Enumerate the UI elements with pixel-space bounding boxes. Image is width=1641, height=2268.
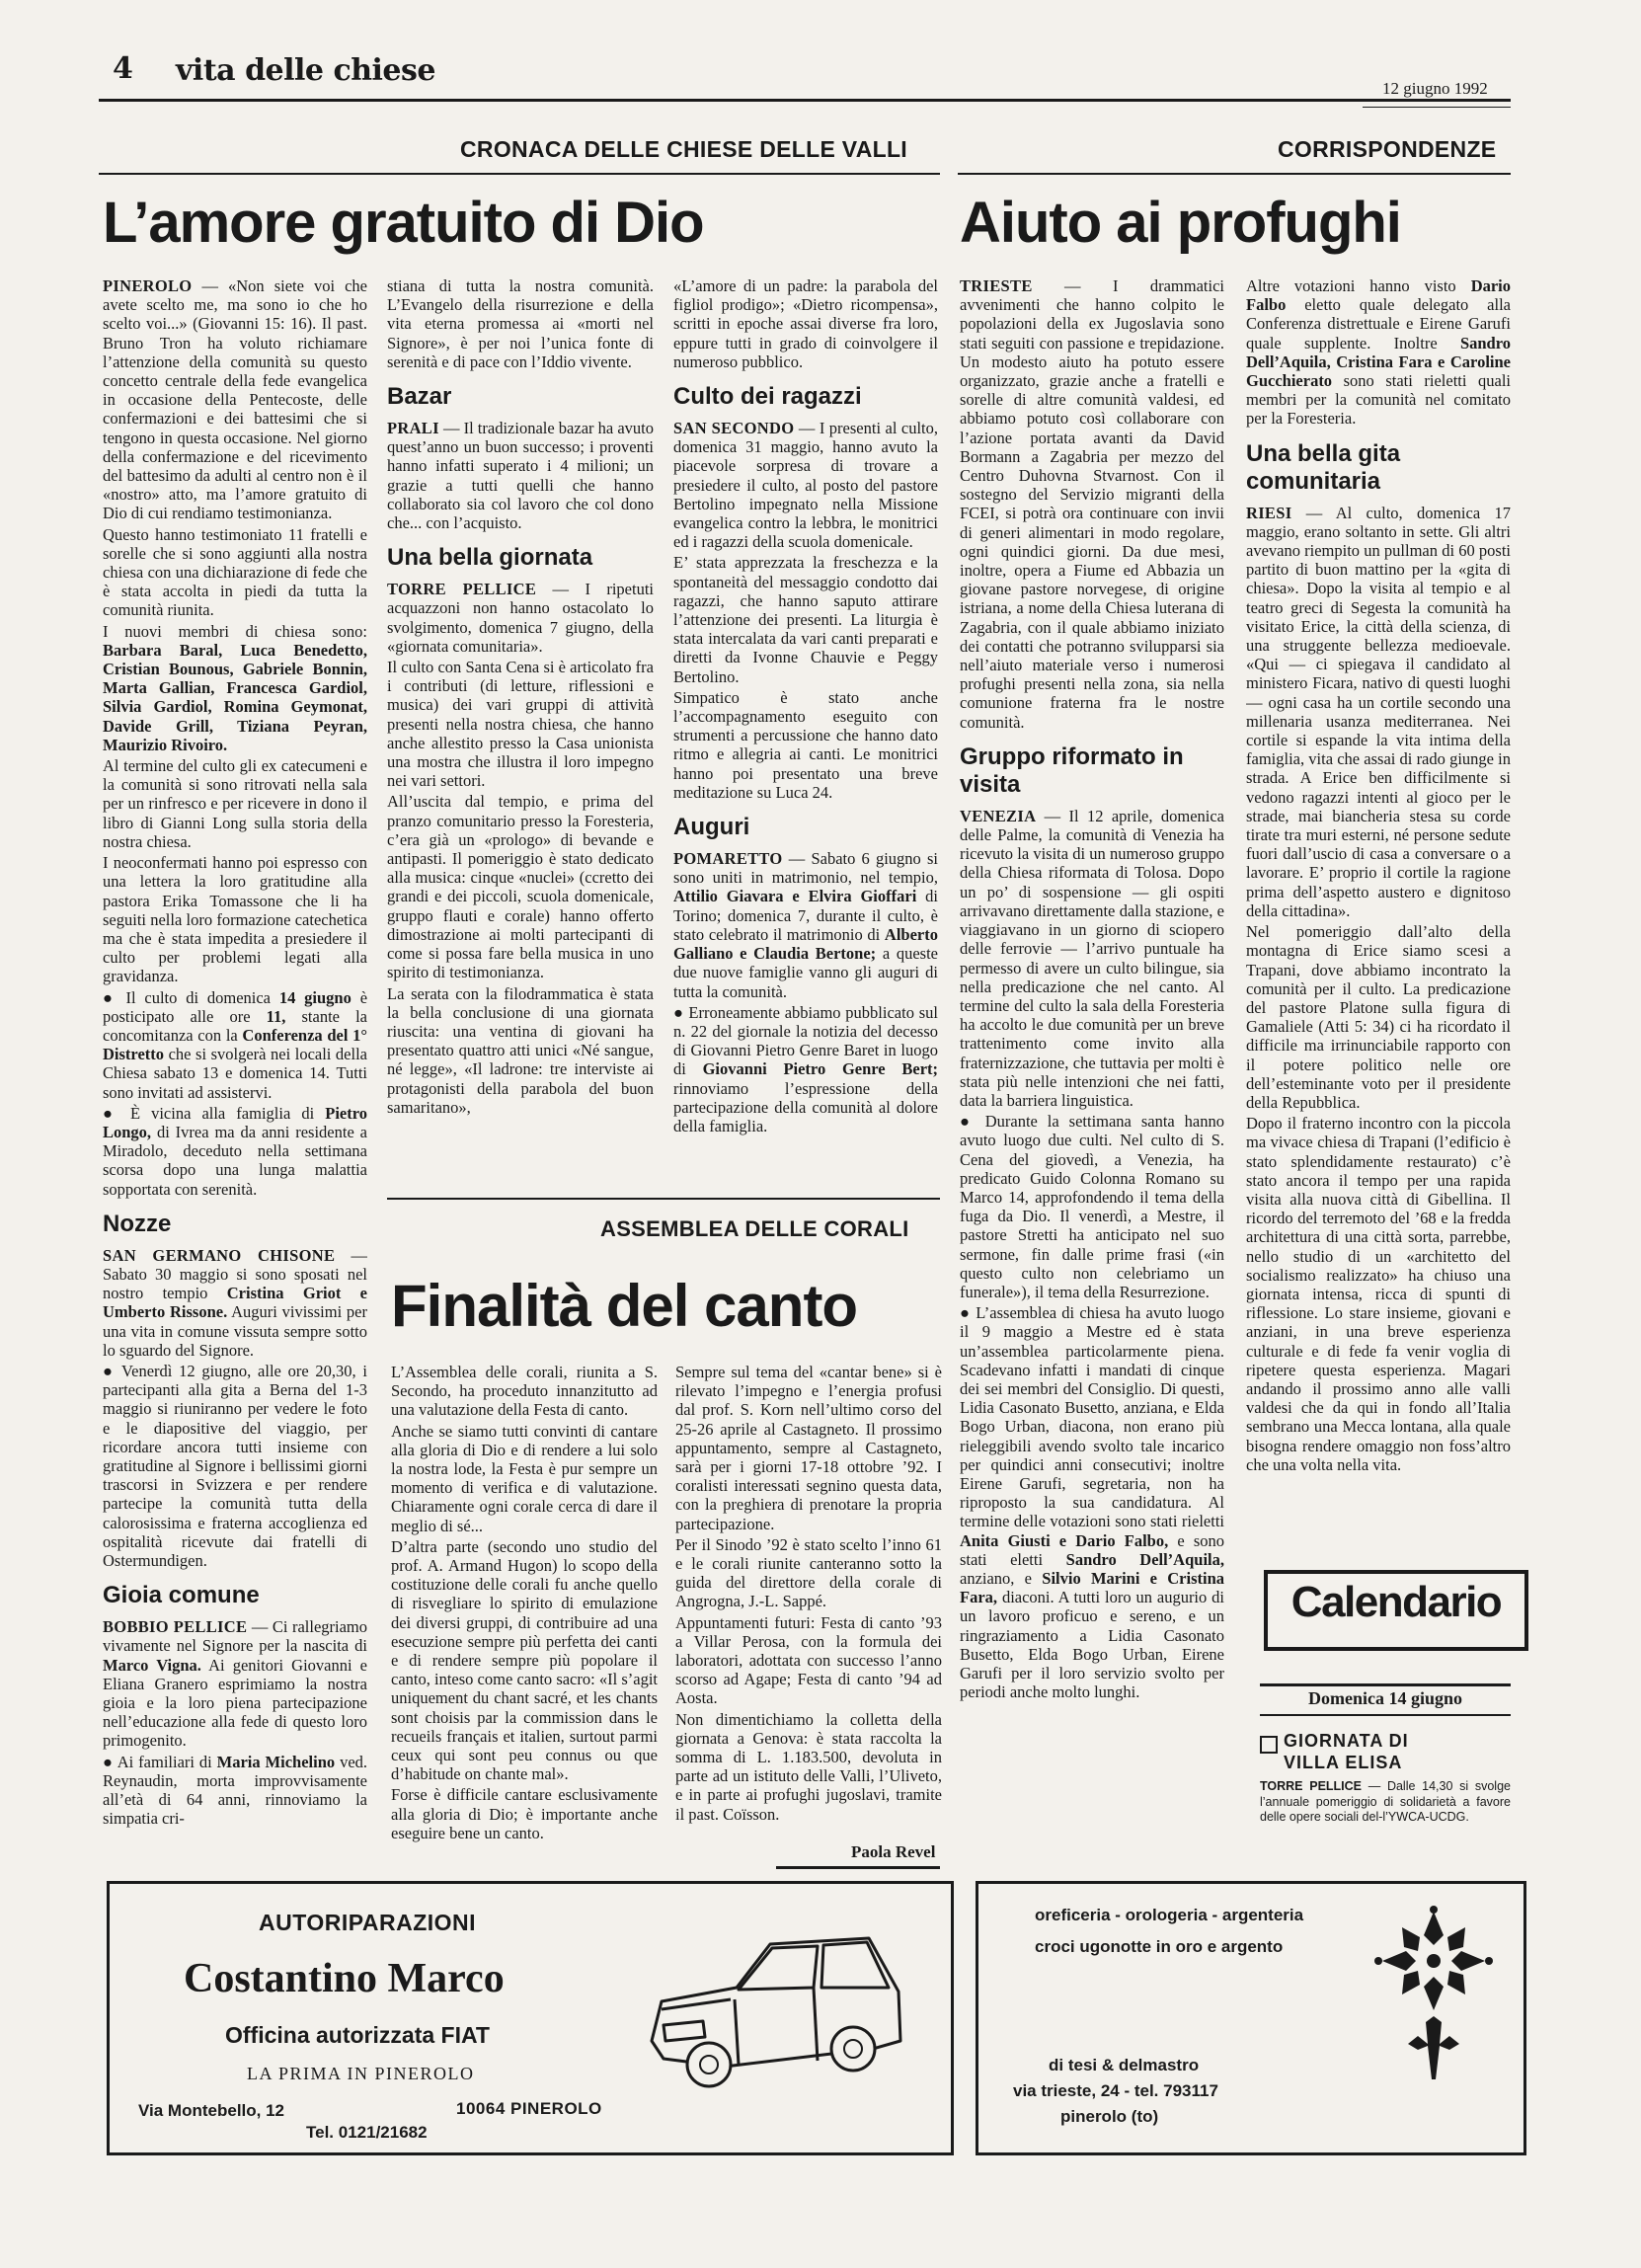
article-text: Auguri vivissimi per una vita in comune vissuta sempre sotto lo sguardo del Signore. (103, 1302, 367, 1360)
ad-left-city: 10064 PINEROLO (456, 2099, 602, 2118)
corali-rule (387, 1198, 940, 1200)
article-text: ● Erroneamente abbiamo pubblicato sul n. 22 del giornale la notizia del decesso di Giovanni Pietro Genre Baret in luogo di (673, 1002, 938, 1079)
ad-right-line4: via trieste, 24 - tel. 793117 (1013, 2081, 1218, 2100)
headline-canto: Finalità del canto (391, 1273, 858, 1339)
bold-text: Giovanni Pietro Genre Bert; (702, 1059, 938, 1079)
ad-right-line5: pinerolo (to) (1060, 2107, 1159, 2126)
dateline: BOBBIO PELLICE (103, 1617, 248, 1637)
article-paragraph: Sempre sul tema del «cantar bene» si è rilevato l’impegno e l’energia profusi dal prof. S. Korn nell’ultimo corso del 25-26 aprile al Castagneto. Il prossimo appuntamento, sempre al Castagneto, sarà per i giorni 17-18 ottobre ’92. I coralisti interessati segnino questa data, con la preghiera di prenotare la propria partecipazione. (675, 1363, 942, 1533)
bold-text: Alberto Galliano e Claudia Bertone; (673, 924, 938, 964)
ad-left-line3: LA PRIMA IN PINEROLO (247, 2064, 475, 2083)
article-text: rinnoviamo l’espressione della partecipazione della comunità al dolore della famiglia. (673, 1078, 938, 1135)
calendario-rule-2 (1260, 1714, 1511, 1716)
event-checkbox (1260, 1736, 1278, 1754)
article-paragraph: Il culto con Santa Cena si è articolato fra i contributi (di letture, riflessioni e musica) dei vari gruppi di attività presenti nella nostra chiesa, che hanno anche allestito presso la Casa unionista una mostra che illustra il loro impegno nei vari settori. (387, 658, 654, 791)
subhead-auguri: Auguri (673, 814, 750, 841)
bold-text: Anita Giusti e Dario Falbo, (960, 1530, 1169, 1550)
issue-date: 12 giugno 1992 (1382, 79, 1488, 98)
article-text: stante la concomitanza con la (103, 1006, 367, 1045)
article-paragraph: Questo hanno testimoniato 11 fratelli e sorelle che si sono aggiunti alla nostra chiesa con una dichiarazione di fede che è stata accolta in piedi da tutta la comunità riunita. (103, 524, 367, 620)
huguenot-cross-icon (1374, 1906, 1493, 2095)
kicker-corali: ASSEMBLEA DELLE CORALI (600, 1216, 909, 1241)
article-paragraph: «L’amore di un padre: la parabola del figliol prodigo»; «Dietro ricompensa», scritti in epoche assai diverse fra loro, eppure tutti in grado di coinvolgere il numeroso pubblico. (673, 276, 938, 371)
article-paragraph: Nel pomeriggio dall’alto della montagna di Erice siamo scesi a Trapani, dove abbiamo incontrato la comunità per il culto. La predicazione del pastore Platone sulla figura di Gamaliele (Atti 5: 34) ci ha ricordato il difficile ma irrinunciabile rapporto con il potere politico nelle ore dell’esteminante voto per il presidente della Repubblica. (1246, 922, 1511, 1112)
article-text: ● È vicina alla famiglia di (103, 1103, 315, 1123)
dateline: TORRE PELLICE (387, 580, 537, 599)
article-text: che si svolgerà nei locali della Chiesa sabato 13 e domenica 14. Tutti sono invitati ad assistervi. (103, 1045, 367, 1102)
article-text: sono stati rieletti quali membri per la comunità nel comitato per la Foresteria. (1246, 371, 1511, 429)
article-text: diaconi. A tutti loro un augurio di un lavoro proficuo e sereno, e un ringraziamento a Lidia Casonato Busetto, Elda Bogo Urban, Eirene Garufi per il loro servizio svolto per periodi anche molto lunghi. (960, 1588, 1224, 1702)
article-paragraph: Per il Sinodo ’92 è stato scelto l’inno 61 e le corali riunite canteranno sotto la guida del direttore della corale di Angrogna, J.-L. Sappé. (675, 1534, 942, 1611)
subhead-gruppo: Gruppo riformato in visita (960, 743, 1184, 798)
calendario-rule-1 (1260, 1683, 1511, 1686)
section-title: vita delle chiese (176, 53, 435, 88)
article-paragraph: All’uscita dal tempio, e prima del pranzo comunitario presso la Foresteria, c’era già un «prologo» di bevande e antipasti. Il pomeriggio è stato dedicato alla musica: cinque «nuclei» (ccretto dei grandi e dei piccoli, scuola domenicale, gruppo flauti e corale) hanno offerto dimostrazione ai molti partecipanti di come si possa fare bella musica in uno spirito di testimonianza. (387, 792, 654, 982)
dateline: SAN SECONDO (673, 419, 795, 438)
headline-main: L’amore gratuito di Dio (103, 191, 704, 255)
dateline: SAN GERMANO CHISONE (103, 1245, 336, 1265)
signature-rule (776, 1866, 940, 1869)
bold-text: 11, (266, 1006, 286, 1026)
article-text: — «Non siete voi che avete scelto me, ma sono io che ho scelto voi...» (Giovanni 15: 16). Il past. Bruno Tron ha voluto richiamare l’attenzione della comunità su questo concetto centrale della fede evangelica in occasione della Pentecoste, delle confermazioni e dei battesimi che si tengono in questa occasione. Nel giorno della confermazione e del ricevimento del battesimo da adulti al centro non è il «nostro» atto, ma l’amore gratuito di Dio di cui rendiamo testimonianza. (103, 276, 367, 523)
article-paragraph: E’ stata apprezzata la freschezza e la spontaneità del messaggio condotto dai ragazzi, che hanno saputo attirare l’attenzione dei presenti. La liturgia è stata intercalata da vari canti preparati e diretti da Ivonne Chauvie e Peggy Bertolino. (673, 553, 938, 686)
bold-text: Dario Falbo (1246, 276, 1511, 315)
article-paragraph: Anche se siamo tutti convinti di cantare alla gloria di Dio e di rendere a lui solo la nostra lode, la Festa è pur sempre un momento di verifica e di valutazione. Chiaramente ogni corale cerca di dare il meglio di sé... (391, 1421, 658, 1535)
article-paragraph: stiana di tutta la nostra comunità. L’Evangelo della risurrezione e della vita eterna promessa ai «morti nel Signore», è per noi l’unica fonte di serenità e di pace con l’Iddio vivente. (387, 276, 654, 371)
article-paragraph: Simpatico è stato anche l’accompagnamento eseguito con strumenti a percussione che hanno dato ritmo e allegria ai canti. Le monitrici hanno poi presentato una breve meditazione su Luca 24. (673, 687, 938, 802)
dateline: POMARETTO (673, 849, 783, 869)
column-2 (387, 276, 654, 1195)
article-paragraph: L’Assemblea delle corali, riunita a S. Secondo, ha proceduto innanzitutto ad una valutazione della Festa di canto. (391, 1363, 658, 1420)
article-paragraph: Dopo il fraterno incontro con la piccola ma vivace chiesa di Trapani (l’edificio è stato splendidamente restaurato) c’è stato ancora il tempo per una rapida visita alla nuova città di Gibellina. Il ricordo del terremoto del ’68 e la fredda architettura di una città sorta, parrebbe, nello studio di un «architetto del socialismo realizzato» ha chiuso una giornata intensa, ricca di spunti di riflessione. Lo stare insieme, giovani e anziani, in una breve esperienza culturale e di fede fa venir voglia di ripetere questa esperienza. Magari andando il prossimo anno alle valli valdesi che da qui in fondo all’Italia sembrano una Mecca lontana, alla quale bisogna rendere omaggio non foss’altro che una volta nella vita. (1246, 1114, 1511, 1474)
article-paragraph: La serata con la filodrammatica è stata la bella conclusione di una giornata riuscita: una ventina di giovani ha presentato quattro atti unici «Né sangue, né legge», «Il ladrone: tre interviste ai protagonisti della parabola del buon samaritano», (387, 983, 654, 1117)
page-number: 4 (113, 51, 133, 86)
column-5 (1246, 276, 1511, 1560)
ad-left-name: Costantino Marco (184, 1956, 505, 2001)
article-text: — Al culto, domenica 17 maggio, erano soltanto in sette. Gli altri avevano riempito un pullman di 60 posti partito di buon mattino per la «gita di chiesa». Dopo la visita al tempio e al teatro greci di Segesta la comunità ha visitato Erice, la città della scienza, di una struggente bellezza medioevale. «Qui — ci spiegava il candidato al ministero Ficara, nativo di questi luoghi — ogni casa ha un cortile secondo una millenaria usanza mediterranea. Nei cortile si espande la vita intima della famiglia, vita che assai di rado giunge in strada. A Erice ben difficilmente si vedono ragazzi intenti al gioco per le strade, mai biancheria stesa su corde tirate tra muri esterni, né persone sedute fuori dall’uscio di casa a conversare o a lavorare. E’ proprio il cortile la ragione prima dell’aspetto austero e dignitoso della cittadina». (1246, 503, 1511, 920)
kicker-rule-left (99, 173, 940, 175)
masthead-rule-right (1363, 107, 1511, 108)
bold-text: Cristina Griot e Umberto Rissone. (103, 1284, 367, 1322)
article-text: — I ripetuti acquazzoni non hanno ostacolato lo svolgimento, domenica 7 giugno, della «giornata comunitaria». (387, 580, 654, 656)
subhead-culto-ragazzi: Culto dei ragazzi (673, 383, 862, 411)
ad-right-line2: croci ugonotte in oro e argento (1035, 1937, 1284, 1956)
names-list: Barbara Baral, Luca Benedetto, Cristian Bounous, Gabriele Bonnin, Marta Gallian, Francesca Gardiol, Silvia Gardiol, Romina Geymonat, Davide Grill, Tiziana Peyran, Maurizio Rivoiro. (103, 640, 367, 754)
dateline: PINEROLO (103, 276, 193, 295)
article-paragraph: I neoconfermati hanno poi espresso con una lettera la loro gratitudine alla pastora Erika Tomassone che li ha seguiti nella loro formazione catechetica ma che è stata impedita a presiedere il culto per problemi legati alla gravidanza. (103, 853, 367, 986)
bold-text: Attilio Giavara e Elvira Gioffari (673, 887, 917, 906)
subhead-bazar: Bazar (387, 383, 452, 411)
bold-text: Marco Vigna. (103, 1655, 201, 1675)
article-text: I nuovi membri di chiesa sono: (103, 621, 367, 641)
article-paragraph: ● Durante la settimana santa hanno avuto luogo due culti. Nel culto di S. Cena del giovedì, a Venezia, ha predicato Guido Colonna Romano su Marco 14, approfondendo il tema della fuga da Dio. Il venerdì, a Mestre, il pastore Stretti ha anticipato nel suo sermone, fin dalle prime frasi («in questo culto non celebriamo un funerale»), il tema della Resurrezione. (960, 1112, 1224, 1301)
subhead-giornata: Una bella giornata (387, 544, 593, 572)
article-text: — Il tradizionale bazar ha avuto quest’anno un buon successo; i proventi hanno infatti superato i 4 milioni; un grazie a tutti quelli che hanno collaborato sia col lavoro che col dono che... con l’acquisto. (387, 419, 654, 533)
calendario-title: Calendario (1290, 1578, 1502, 1626)
ad-left-line2: Officina autorizzata FIAT (225, 2022, 490, 2048)
headline-right: Aiuto ai profughi (960, 191, 1401, 255)
article-text: e sono stati eletti (960, 1530, 1224, 1569)
bold-text: Sandro Dell’Aquila, (1065, 1549, 1224, 1569)
bold-text: Conferenza del 1° Distretto (103, 1025, 367, 1064)
article-text: ● Ai familiari di (103, 1752, 212, 1771)
dateline: PRALI (387, 419, 439, 438)
calendario-date: Domenica 14 giugno (1307, 1688, 1462, 1708)
canto-column-1 (391, 1363, 658, 1871)
bold-text: Pietro Longo, (103, 1103, 367, 1141)
article-paragraph: Appuntamenti futuri: Festa di canto ’93 a Villar Perosa, con la formula dei laboratori, adottata con successo l’anno scorso ad Agape; Festa di canto ’94 ad Aosta. (675, 1612, 942, 1708)
ad-left-address: Via Montebello, 12 (138, 2101, 285, 2120)
article-text: di Torino; domenica 7, durante il culto, è stato celebrato il matrimonio di (673, 887, 938, 944)
dateline: TORRE PELLICE (1260, 1779, 1363, 1793)
subhead-gita: Una bella gita comunitaria (1246, 439, 1401, 495)
kicker-cronaca: CRONACA DELLE CHIESE DELLE VALLI (460, 136, 908, 162)
bold-text: 14 giugno (278, 987, 352, 1007)
article-text: a queste due nuove famiglie vanno gli auguri di tutta la comunità. (673, 944, 938, 1001)
event-description: — Dalle 14,30 si svolge l’annuale pomeriggio di solidarietà a favore delle opere sociali del-l’YWCA-UCDG. (1260, 1779, 1511, 1824)
column-1 (103, 276, 367, 1861)
article-text: ● Il culto di domenica (103, 987, 272, 1007)
article-text: — Sabato 6 giugno si sono uniti in matrimonio, nel tempio, (673, 849, 938, 888)
dateline: RIESI (1246, 503, 1292, 522)
article-paragraph: Forse è difficile cantare esclusivamente alla gloria di Dio; è importante anche eseguire bene un canto. (391, 1785, 658, 1842)
ad-right-line1: oreficeria - orologeria - argenteria (1035, 1906, 1304, 1924)
kicker-rule-right (958, 173, 1511, 175)
bold-text: Maria Michelino (216, 1752, 336, 1771)
masthead-rule (99, 99, 1511, 102)
dateline: TRIESTE (960, 276, 1033, 295)
article-paragraph: Non dimentichiamo la colletta della giornata a Genova: è stata raccolta la somma di L. 1.183.500, devoluta in parte ad un istituto delle Valli, l’Uliveto, e in parte ai profughi jugoslavi, tramite il past. Coïsson. (675, 1709, 942, 1824)
article-text: — I drammatici avvenimenti che hanno colpito le popolazioni della ex Jugoslavia sono stati seguiti con passione e trepidazione. Un modesto aiuto ha potuto essere organizzato, grazie anche a fratelli e sorelle di altre comunità valdesi, ed abbiamo potuto così collaborare con l’azione portata avanti da David Bormann a Zagabria per mezzo del Centro Duhovna Stvarnost. Con il sostegno del Servizio migranti della FCEI, si potrà ora continuare con invii di generi alimentari in modo regolare, ogni quindici giorni. Da due mesi, inoltre, opera a Fiume ed Abbazia un giovane pastore norvegese, di origine istriana, a nome della Chiesa luterana di Zagabria, con il quale abbiamo iniziato dei contatti che potranno svilupparsi sia nell’aiuto materiale verso i numerosi profughi presenti nella zona, sia nella comunione fraterna fra le nostre comunità. (960, 276, 1224, 732)
ad-left-phone: Tel. 0121/21682 (306, 2123, 428, 2142)
dateline: VENEZIA (960, 806, 1037, 825)
column-3 (673, 276, 938, 1195)
article-text: — Il 12 aprile, domenica delle Palme, la comunità di Venezia ha ricevuto la visita di un numeroso gruppo della Chiesa riformata di Tolosa. Dopo un po’ di sospensione — gli ospiti arrivavano direttamente dalla stazione, e viaggiavano in un giorno di sciopero delle ferrovie — l’arrivo puntuale ha permesso di avere un culto bilingue, sia nella predicazione che nel canto. Al termine del culto la sala della Foresteria ha accolto le due comunità per un breve trattenimento come invito alla fraternizzazione, che tuttavia per molti è stata più nelle intenzioni che nei fatti, data la barriera linguistica. (960, 806, 1224, 1110)
article-text: Altre votazioni hanno visto (1246, 276, 1456, 295)
column-4 (960, 276, 1224, 1861)
article-text: — Sabato 30 maggio si sono sposati nel nostro tempio (103, 1245, 367, 1303)
article-paragraph: ● Venerdì 12 giugno, alle ore 20,30, i partecipanti alla gita a Berna del 1-3 maggio si riuniranno per vedere le foto e le diapositive del viaggio, per ricordare ancora tutti insieme con gratitudine al Signore i bellissimi giorni trascorsi in Svizzera e per rendere partecipe la comunità tutta della calorosissima e fraterna accoglienza ed ospitalità ricevute dai fratelli di Ostermundigen. (103, 1361, 367, 1570)
ad-left-line1: AUTORIPARAZIONI (259, 1910, 477, 1935)
article-text: di Ivrea ma da anni residente a Miradolo, deceduto nella settimana scorsa dopo una lunga malattia sopportata con serenità. (103, 1122, 367, 1199)
ad-right-line3: di tesi & delmastro (1049, 2056, 1200, 2074)
article-text: — I presenti al culto, domenica 31 maggio, hanno avuto la piacevole sorpresa di trovare a presiedere il culto, al posto del pastore Bertolino impegnato nella Missione evangelica contro la lebbra, le monitrici ed i ragazzi della scuola domenicale. (673, 419, 938, 552)
article-paragraph: D’altra parte (secondo uno studio del prof. A. Armand Hugon) lo scopo della costituzione delle corali fu anche quello di risvegliare lo spirito di emulazione dei diversi gruppi, di contribuire ad una esecuzione sempre più perfetta dei canti e di rendere sempre più popolare il canto, inteso come canto sacro: «Il s’agit uniquement du chant sacré, et les chants sont choisis par la commission dans le recueils français et italien, surtout parmi ceux qui sont peu connus ou que d’habitude on chante mal». (391, 1536, 658, 1784)
kicker-corrispondenze: CORRISPONDENZE (1278, 136, 1497, 162)
bold-text: Sandro Dell’Aquila, Cristina Fara e Caroline Gucchierato (1246, 333, 1511, 391)
article-text: ● L’assemblea di chiesa ha avuto luogo il 9 maggio a Mestre ed è stata un’assemblea particolarmente piena. Scadevano infatti i mandati di cinque dei sei membri del Consiglio. Di questi, Lidia Casonato Busetto, anziana, e Elda Bogo Urban, diacona, non erano più rieleggibili avendo svolto tale incarico per quindici anni consecutivi; inoltre Eirene Garufi, segretaria, non ha riproposto la sua candidatura. Al termine delle votazioni sono stati rieletti (960, 1303, 1224, 1531)
signature: Paola Revel (851, 1842, 936, 1861)
article-text: ved. Reynaudin, morta improvvisamente all’età di 64 anni, rinnoviamo la simpatia cri- (103, 1752, 367, 1829)
article-paragraph: Al termine del culto gli ex catecumeni e la comunità si sono ritrovati nella sala per un rinfresco e per ricevere in dono il libro di Gianni Long sulla storia della nostra chiesa. (103, 756, 367, 851)
article-text: Ai genitori Giovanni e Eliana Granero esprimiamo la nostra gioia e la loro piena partecipazione nell’educazione alla fede di questo loro primogenito. (103, 1655, 367, 1751)
event-title: GIORNATA DI VILLA ELISA (1284, 1731, 1409, 1772)
article-text: — Ci rallegriamo vivamente nel Signore per la nascita di (103, 1617, 367, 1656)
article-text: anziano, e (960, 1569, 1033, 1588)
car-illustration (640, 1930, 910, 2103)
bold-text: Silvio Marini e Cristina Fara, (960, 1569, 1224, 1607)
article-text: eletto quale delegato alla Conferenza distrettuale e Eirene Garufi quale supplente. Inoltre (1246, 295, 1511, 352)
canto-column-2 (675, 1363, 942, 1827)
subhead-nozze: Nozze (103, 1210, 172, 1237)
article-text: è posticipato alle ore (103, 987, 367, 1026)
event-text (1260, 1779, 1511, 1826)
subhead-gioia: Gioia comune (103, 1582, 260, 1609)
